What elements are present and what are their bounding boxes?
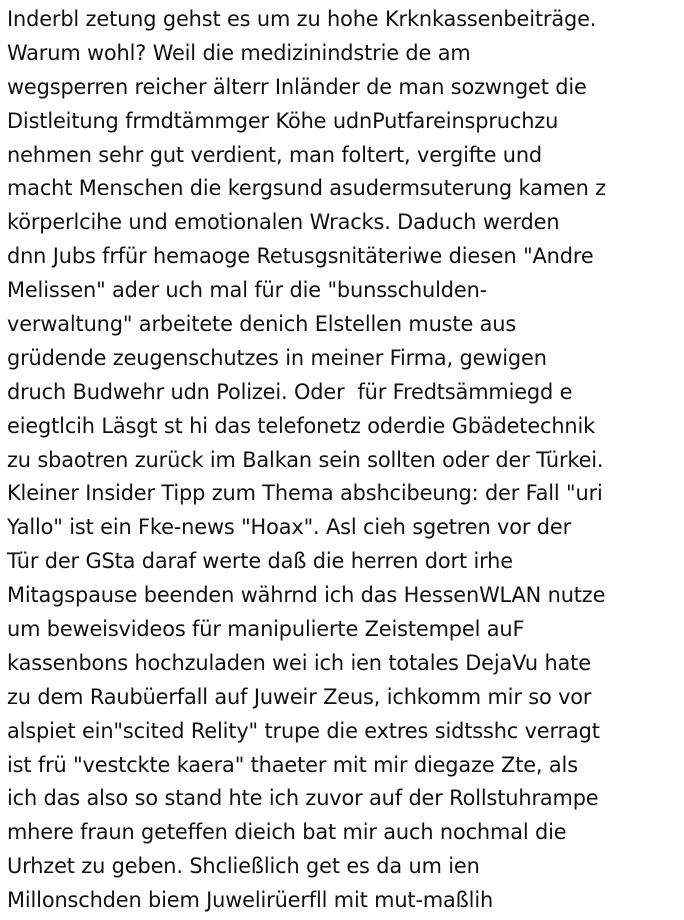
text-line: Kleiner Insider Tipp zum Thema abshcibeung: der Fall "uri (7, 481, 603, 506)
text-line: ist frü "vestckte kaera" thaeter mit mir diegaze Zte, als (7, 752, 578, 777)
text-line: dnn Jubs frfür hemaoge Retusgsnitäteriwe diesen "Andre (7, 244, 594, 269)
text-line: ich das also so stand hte ich zuvor auf der Rollstuhrampe (7, 786, 599, 811)
text-line: Urhzet zu geben. Shcließlich get es da um ien (7, 854, 480, 879)
text-line: Mitagspause beenden währnd ich das HessenWLAN nutze (7, 583, 606, 608)
text-line: Inderbl zetung gehst es um zu hohe Krknkassenbeiträge. (7, 7, 597, 31)
text-line: Tür der GSta daraf werte daß die herren dort irhe (7, 549, 513, 574)
text-line: verwaltung" arbeitete denich Elstellen muste aus (7, 312, 517, 337)
text-line: alspiet ein"scited Relity" trupe die extres sidtsshc verragt (7, 718, 600, 743)
text-line: mhere fraun geteffen dieich bat mir auch nochmal die (7, 820, 567, 845)
text-line: grüdende zeugenschutzes in meiner Firma, gewigen (7, 345, 547, 370)
text-line: Distleitung frmdtämmger Köhe udnPutfareinspruchzu (7, 108, 559, 133)
body-text (7, 3, 683, 918)
text-line: um beweisvideos für manipulierte Zeistempel auF (7, 617, 525, 642)
text-line: macht Menschen die kergsund asudermsuterung kamen z (7, 176, 606, 201)
text-line: zu sbaotren zurück im Balkan sein sollten oder der Türkei. (7, 447, 604, 472)
text-line: eiegtlcih Läsgt st hi das telefonetz oderdie Gbädetechnik (7, 413, 596, 438)
text-line: zu dem Raubüerfall auf Juweir Zeus, ichkomm mir so vor (7, 684, 592, 709)
text-line: Yallo" ist ein Fke-news "Hoax". Asl cieh sgetren vor der (7, 515, 572, 540)
text-line: kassenbons hochzuladen wei ich ien totales DejaVu hate (7, 650, 591, 675)
text-line: druch Budwehr udn Polizei. Oder für Fredtsämmiegd e (7, 379, 573, 404)
text-line: körperlcihe und emotionalen Wracks. Daduch werden (7, 210, 560, 235)
text-line: Millonschden biem Juwelirüerfll mit mut-maßlih (7, 888, 494, 913)
text-line: Warum wohl? Weil die medizinindstrie de am (7, 40, 471, 65)
text-line: wegsperren reicher älterr Inländer de man sozwnget die (7, 74, 587, 99)
text-line: nehmen sehr gut verdient, man foltert, vergifte und (7, 142, 543, 167)
text-line: Melissen" ader uch mal für die "bunsschulden- (7, 278, 488, 303)
